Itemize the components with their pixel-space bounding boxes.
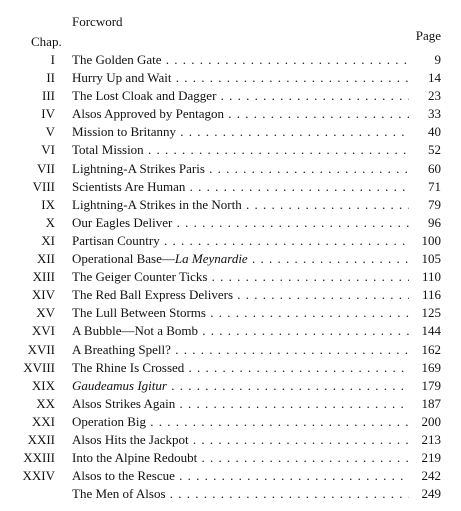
chapter-title-text: Into the Alpine Redoubt xyxy=(72,450,198,466)
chapter-title-text: The Rhine Is Crossed xyxy=(72,359,185,375)
chapter-title xyxy=(72,449,414,467)
page-column-header: Page xyxy=(415,28,441,43)
chapter-title xyxy=(72,413,414,431)
chapter-title-text: The Geiger Counter Ticks xyxy=(72,269,208,285)
chapter-number: V xyxy=(45,124,55,140)
chapter-title xyxy=(72,286,414,304)
chapter-title xyxy=(72,322,414,340)
chapter-title xyxy=(72,196,414,214)
toc-entry xyxy=(0,250,461,268)
toc-entry xyxy=(0,322,461,340)
page-number: 105 xyxy=(409,250,441,268)
chapter-title xyxy=(72,395,414,413)
toc-entry xyxy=(0,141,461,159)
toc-entry xyxy=(0,467,461,485)
page-number: 187 xyxy=(409,395,441,413)
page-number: 125 xyxy=(409,304,441,322)
chapter-number: XVI xyxy=(31,323,55,339)
page-number: 14 xyxy=(409,69,441,87)
chapter-title xyxy=(72,141,414,159)
page-number: 169 xyxy=(409,359,441,377)
page-number: 96 xyxy=(409,214,441,232)
chapter-number: XXI xyxy=(31,413,55,429)
page-number: 23 xyxy=(409,87,441,105)
chapter-title xyxy=(72,431,414,449)
toc-entry xyxy=(0,51,461,69)
chapter-number: XXII xyxy=(27,431,55,447)
toc-entry xyxy=(0,485,461,503)
toc-entry xyxy=(0,304,461,322)
toc-entry xyxy=(0,160,461,178)
chapter-number: IV xyxy=(41,106,55,122)
chapter-number: X xyxy=(45,214,55,230)
chapter-title-text: Hurry Up and Wait xyxy=(72,70,172,86)
page-number: 144 xyxy=(409,322,441,340)
chapter-title-text: Alsos to the Rescue xyxy=(72,468,175,484)
chapter-number: XV xyxy=(36,305,55,321)
chapter-title xyxy=(72,485,414,503)
chapter-title xyxy=(72,214,414,232)
toc-entry xyxy=(0,178,461,196)
toc-entry xyxy=(0,123,461,141)
chapter-title-text: Alsos Hits the Jackpot xyxy=(72,431,189,447)
chapter-number: XIX xyxy=(31,377,55,393)
chapter-title xyxy=(72,87,414,105)
chapter-title xyxy=(72,232,414,250)
chapter-title-text: Operation Big xyxy=(72,413,147,429)
page-number: 9 xyxy=(409,51,441,69)
chapter-title xyxy=(72,304,414,322)
chapter-title-italic-text: Gaudeamus Igitur xyxy=(72,377,167,393)
toc-entry xyxy=(0,268,461,286)
chapter-title-text: Our Eagles Deliver xyxy=(72,214,173,230)
chapter-title xyxy=(72,467,414,485)
chapter-title-text: The Lull Between Storms xyxy=(72,305,206,321)
chapter-title xyxy=(72,123,414,141)
page-number: 79 xyxy=(409,196,441,214)
page-number: 249 xyxy=(409,485,441,503)
toc-entry xyxy=(0,214,461,232)
toc-entry xyxy=(0,105,461,123)
toc-list xyxy=(0,51,461,503)
toc-entry xyxy=(0,196,461,214)
chapter-title-text: The Men of Alsos xyxy=(72,486,166,502)
toc-entry xyxy=(0,413,461,431)
chapter-number: XXIV xyxy=(22,468,55,484)
chapter-number: XXIII xyxy=(23,450,55,466)
chapter-title-italic-text: La Meynardie xyxy=(174,251,248,267)
chapter-title xyxy=(72,377,414,395)
toc-entry xyxy=(0,359,461,377)
chapter-number: XIII xyxy=(32,269,55,285)
chapter-title-text: Scientists Are Human xyxy=(72,178,186,194)
chapter-title xyxy=(72,105,414,123)
chapter-title-text: Total Mission xyxy=(72,142,144,158)
chapter-title xyxy=(72,69,414,87)
toc-entry xyxy=(0,87,461,105)
toc-entry xyxy=(0,232,461,250)
page-number: 110 xyxy=(409,268,441,286)
chapter-title-text: The Golden Gate xyxy=(72,52,162,67)
toc-entry xyxy=(0,69,461,87)
chapter-title xyxy=(72,268,414,286)
chapter-title-text: Mission to Britanny xyxy=(72,124,177,140)
page-number: 179 xyxy=(409,377,441,395)
chapter-number: I xyxy=(50,52,55,67)
page-number: 116 xyxy=(409,286,441,304)
page-number: 200 xyxy=(409,413,441,431)
chapter-title-text: The Lost Cloak and Dagger xyxy=(72,88,217,104)
chapter-title xyxy=(72,51,414,69)
toc-entry xyxy=(0,377,461,395)
page-number: 33 xyxy=(409,105,441,123)
toc-entry xyxy=(0,395,461,413)
page-number: 162 xyxy=(409,341,441,359)
chapter-number: XII xyxy=(36,251,55,267)
chapter-title-text: Lightning-A Strikes in the North xyxy=(72,196,242,212)
chapter-number: XIV xyxy=(31,287,55,303)
chapter-number: IX xyxy=(41,196,55,212)
chapter-title xyxy=(72,178,414,196)
toc-entry xyxy=(0,431,461,449)
page-number: 100 xyxy=(409,232,441,250)
chapter-number: XX xyxy=(36,395,55,411)
chapter-number: VIII xyxy=(32,178,55,194)
chapter-title-text: Lightning-A Strikes Paris xyxy=(72,160,205,176)
chapter-title-text: Operational Base— xyxy=(72,251,175,267)
chapter-title-text: A Bubble—Not a Bomb xyxy=(72,323,199,339)
chapter-title xyxy=(72,250,414,268)
toc-entry xyxy=(0,341,461,359)
toc-entry xyxy=(0,449,461,467)
chapter-title-text: The Red Ball Express Delivers xyxy=(72,287,234,303)
chapter-number: II xyxy=(46,70,55,86)
chapter-number: XVII xyxy=(27,341,55,357)
foreword-label: Forcword xyxy=(72,14,123,29)
chapter-title xyxy=(72,359,414,377)
page-number: 219 xyxy=(409,449,441,467)
chapter-title-text: A Breathing Spell? xyxy=(72,341,171,357)
chapter-number: XI xyxy=(41,232,55,248)
page-number: 242 xyxy=(409,467,441,485)
chapter-title-text: Alsos Strikes Again xyxy=(72,395,176,411)
chapter-number: VII xyxy=(36,160,55,176)
chapter-column-header: Chap. xyxy=(31,34,62,49)
page-number: 52 xyxy=(409,141,441,159)
page-number: 213 xyxy=(409,431,441,449)
chapter-title xyxy=(72,160,414,178)
page-number: 40 xyxy=(409,123,441,141)
chapter-number: VI xyxy=(41,142,55,158)
chapter-number: XVIII xyxy=(23,359,55,375)
chapter-title xyxy=(72,341,414,359)
chapter-number: III xyxy=(42,88,55,104)
page-number: 71 xyxy=(409,178,441,196)
chapter-title-text: Alsos Approved by Pentagon xyxy=(72,106,225,122)
chapter-title-text: Partisan Country xyxy=(72,232,160,248)
toc-entry xyxy=(0,286,461,304)
page-number: 60 xyxy=(409,160,441,178)
